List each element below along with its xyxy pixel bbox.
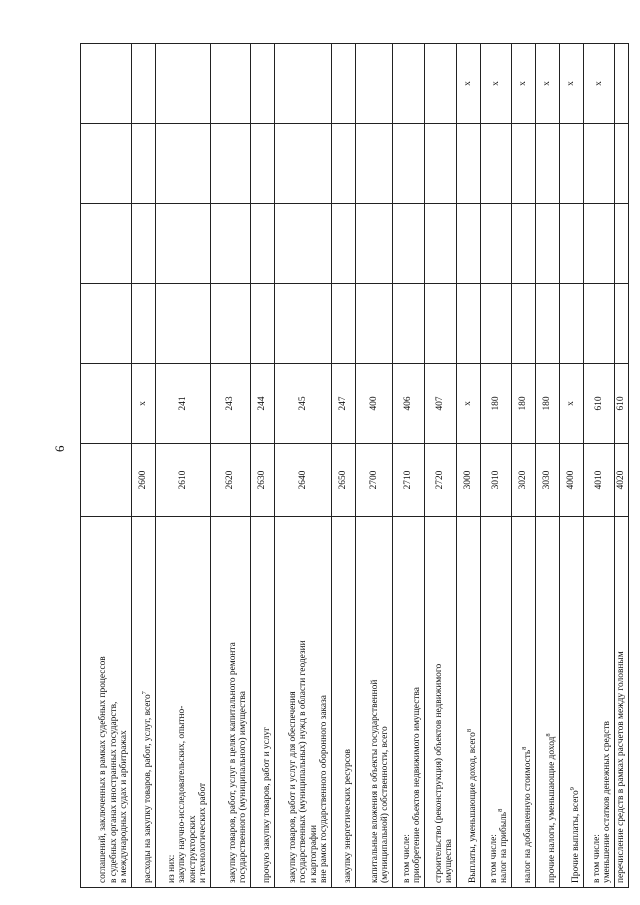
row-kbk-cell: 244 <box>251 364 275 444</box>
row-value-cell <box>560 284 584 364</box>
row-name-line: перечисление средств в рамках расчетов между головным <box>616 651 627 883</box>
row-kbk-cell: 243 <box>211 364 251 444</box>
row-name-cell <box>481 517 512 888</box>
row-value-cell <box>356 124 393 204</box>
row-value-cell <box>211 44 251 124</box>
row-value-cell <box>211 124 251 204</box>
row-name-line: налог на прибыль$^8$ <box>497 808 510 883</box>
row-value-cell <box>156 284 211 364</box>
table-row <box>81 44 132 888</box>
row-value-cell <box>156 124 211 204</box>
row-kbk-cell: 180 <box>512 364 536 444</box>
row-name-line: закупку научно-исследовательских, опытно- <box>177 705 188 883</box>
row-value-cell <box>560 204 584 284</box>
row-value-cell <box>457 204 481 284</box>
row-value-cell <box>425 284 457 364</box>
row-value-cell <box>332 204 356 284</box>
row-name-cell <box>156 517 211 888</box>
table-row <box>457 44 481 888</box>
row-name-line: Прочие выплаты, всего$^9$ <box>569 787 582 883</box>
row-value-cell: x <box>536 44 560 124</box>
table-row <box>560 44 584 888</box>
row-value-cell <box>356 284 393 364</box>
row-kbk-cell: 180 <box>536 364 560 444</box>
table-row <box>275 44 332 888</box>
row-value-cell <box>251 284 275 364</box>
row-name-line: (муниципальной) собственности, всего <box>380 726 391 883</box>
row-code-cell: 2610 <box>156 444 211 517</box>
row-value-cell <box>132 284 156 364</box>
footnote-marker: 8 <box>466 728 474 733</box>
page-number: 6 <box>52 445 67 452</box>
row-value-cell <box>251 124 275 204</box>
row-value-cell <box>584 284 615 364</box>
row-name-line: в международных судах и арбитражах <box>119 730 130 883</box>
table-row <box>393 44 425 888</box>
table-row <box>512 44 536 888</box>
row-kbk-cell: x <box>457 364 481 444</box>
row-kbk-cell: 247 <box>332 364 356 444</box>
row-kbk-cell <box>81 364 132 444</box>
footnote-marker: 8 <box>521 746 529 750</box>
row-value-cell <box>393 204 425 284</box>
row-kbk-cell: 406 <box>393 364 425 444</box>
row-code-cell: 3010 <box>481 444 512 517</box>
footnote-marker: 7 <box>141 691 149 695</box>
row-name-line: соглашений, заключенных в рамках судебных процессов <box>98 656 109 883</box>
row-name-cell <box>332 517 356 888</box>
row-code-cell: 4000 <box>560 444 584 517</box>
row-code-cell: 3020 <box>512 444 536 517</box>
row-value-cell: x <box>584 44 615 124</box>
row-kbk-cell: 407 <box>425 364 457 444</box>
row-name-cell <box>457 517 481 888</box>
row-code-cell: 3030 <box>536 444 560 517</box>
row-code-cell: 2650 <box>332 444 356 517</box>
row-value-cell <box>481 284 512 364</box>
row-kbk-cell: x <box>560 364 584 444</box>
row-kbk-cell: 400 <box>356 364 393 444</box>
row-value-cell <box>81 204 132 284</box>
row-value-cell <box>251 44 275 124</box>
row-name-line: прочую закупку товаров, работ и услуг <box>262 727 273 883</box>
table-row <box>615 44 629 888</box>
row-code-cell: 3000 <box>457 444 481 517</box>
row-name-line: из них: <box>166 854 177 883</box>
row-kbk-cell: 245 <box>275 364 332 444</box>
row-kbk-cell: 180 <box>481 364 512 444</box>
row-name-line: государственных (муниципальных) нужд в области геодезии <box>298 640 309 883</box>
row-value-cell <box>132 44 156 124</box>
table-row <box>584 44 615 888</box>
row-value-cell <box>393 124 425 204</box>
row-code-cell: 2640 <box>275 444 332 517</box>
row-value-cell <box>81 284 132 364</box>
row-name-line: строительство (реконструкция) объектов недвижимого <box>433 663 444 883</box>
row-name-cell <box>132 517 156 888</box>
row-name-cell <box>211 517 251 888</box>
row-value-cell <box>536 284 560 364</box>
row-name-line: закупку товаров, работ, услуг в целях капитального ремонта <box>227 642 238 883</box>
row-value-cell <box>536 204 560 284</box>
row-name-line: в том числе: <box>591 834 602 883</box>
row-value-cell <box>356 44 393 124</box>
table-row <box>356 44 393 888</box>
row-name-line: расходы на закупку товаров, работ, услуг, всего$^7$ <box>141 691 154 883</box>
row-name-cell <box>512 517 536 888</box>
row-name-line: в том числе: <box>401 834 412 883</box>
row-name-cell <box>356 517 393 888</box>
footnote-marker: 9 <box>569 787 577 791</box>
row-value-cell <box>393 284 425 364</box>
row-value-cell <box>332 124 356 204</box>
footnote-marker: 8 <box>545 733 553 737</box>
row-name-line: закупку товаров, работ и услуг для обеспечения <box>287 691 298 883</box>
row-value-cell: x <box>481 44 512 124</box>
row-value-cell <box>481 204 512 284</box>
row-name-line: закупку энергетических ресурсов <box>343 749 354 883</box>
row-name-line: налог на добавленную стоимость$^8$ <box>521 746 534 883</box>
row-value-cell <box>512 204 536 284</box>
row-value-cell <box>275 204 332 284</box>
row-value-cell <box>615 204 629 284</box>
row-value-cell <box>356 204 393 284</box>
row-value-cell <box>132 124 156 204</box>
row-value-cell <box>211 284 251 364</box>
table-row <box>211 44 251 888</box>
row-kbk-cell: 610 <box>615 364 629 444</box>
row-name-line: конструкторских <box>187 815 198 883</box>
row-name-cell <box>81 517 132 888</box>
row-name-cell <box>425 517 457 888</box>
table-row <box>481 44 512 888</box>
row-value-cell <box>457 124 481 204</box>
row-name-line: приобретение объектов недвижимого имущества <box>412 687 423 883</box>
row-value-cell <box>156 44 211 124</box>
row-value-cell <box>457 284 481 364</box>
row-value-cell <box>425 124 457 204</box>
row-name-cell <box>393 517 425 888</box>
rotated-page <box>80 44 627 888</box>
row-name-line: и технологических работ <box>198 782 209 883</box>
footnote-marker: 8 <box>497 808 505 812</box>
row-code-cell: 2600 <box>132 444 156 517</box>
row-value-cell <box>132 204 156 284</box>
row-code-cell: 4010 <box>584 444 615 517</box>
row-code-cell: 2630 <box>251 444 275 517</box>
row-value-cell <box>615 124 629 204</box>
row-name-line: прочие налоги, уменьшающие доход$^8$ <box>545 733 558 883</box>
budget-table-body <box>81 44 629 888</box>
row-code-cell: 2700 <box>356 444 393 517</box>
row-value-cell <box>393 44 425 124</box>
row-value-cell: x <box>560 44 584 124</box>
row-name-line: имущества <box>444 839 455 883</box>
row-value-cell <box>156 204 211 284</box>
row-name-line: Выплаты, уменьшающие доход, всего$^8$ <box>466 728 479 883</box>
table-row <box>332 44 356 888</box>
row-name-cell <box>560 517 584 888</box>
row-value-cell <box>536 124 560 204</box>
row-code-cell: 2710 <box>393 444 425 517</box>
row-value-cell <box>81 124 132 204</box>
row-value-cell: x <box>512 44 536 124</box>
row-name-line: капитальные вложения в объекты государственной <box>369 679 380 883</box>
row-value-cell <box>81 44 132 124</box>
table-row <box>251 44 275 888</box>
row-value-cell <box>275 284 332 364</box>
row-value-cell <box>332 284 356 364</box>
table-row <box>425 44 457 888</box>
row-value-cell <box>251 204 275 284</box>
table-row <box>536 44 560 888</box>
row-name-cell <box>251 517 275 888</box>
row-name-cell <box>584 517 615 888</box>
row-code-cell <box>81 444 132 517</box>
row-value-cell <box>275 44 332 124</box>
budget-table <box>80 43 629 888</box>
row-value-cell: x <box>457 44 481 124</box>
row-value-cell <box>615 44 629 124</box>
row-value-cell <box>425 44 457 124</box>
row-value-cell <box>512 124 536 204</box>
row-value-cell <box>584 124 615 204</box>
row-code-cell: 2620 <box>211 444 251 517</box>
row-name-line: в том числе: <box>488 834 499 883</box>
row-name-line: в судебных органах иностранных государств, <box>108 701 119 883</box>
table-row <box>156 44 211 888</box>
row-name-cell <box>536 517 560 888</box>
row-kbk-cell: x <box>132 364 156 444</box>
row-name-line: уменьшение остатков денежных средств <box>602 721 613 883</box>
row-code-cell: 2720 <box>425 444 457 517</box>
row-value-cell <box>211 204 251 284</box>
table-row <box>132 44 156 888</box>
row-code-cell: 4020 <box>615 444 629 517</box>
row-value-cell <box>615 284 629 364</box>
row-value-cell <box>584 204 615 284</box>
row-kbk-cell: 610 <box>584 364 615 444</box>
row-value-cell <box>425 204 457 284</box>
row-name-cell <box>275 517 332 888</box>
row-value-cell <box>512 284 536 364</box>
row-value-cell <box>275 124 332 204</box>
row-value-cell <box>332 44 356 124</box>
row-name-line: вне рамок государственного оборонного заказа <box>319 695 330 883</box>
row-value-cell <box>560 124 584 204</box>
row-value-cell <box>481 124 512 204</box>
row-name-cell <box>615 517 629 888</box>
row-kbk-cell: 241 <box>156 364 211 444</box>
row-name-line: государственного (муниципального) имущества <box>238 691 249 883</box>
row-name-line: и картографии <box>308 825 319 883</box>
